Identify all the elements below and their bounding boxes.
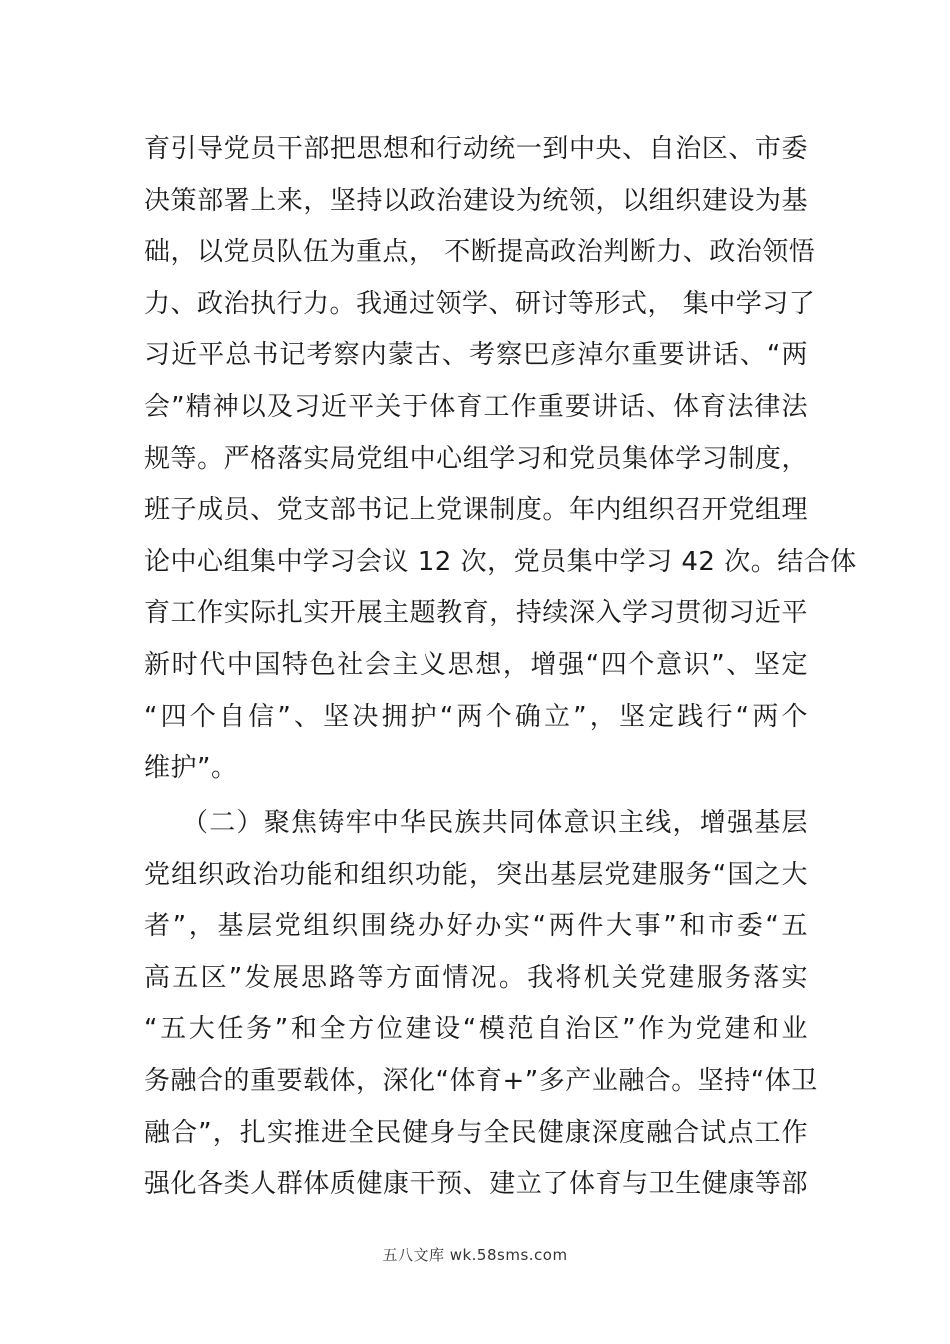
text-line: 强化各类人群体质健康干预、建立了体育与卫生健康等部	[144, 1169, 808, 1200]
text-line: 础，以党员队伍为重点， 不断提高政治判断力、政治领悟	[144, 237, 816, 268]
text-line: 力、政治执行力。我通过领学、研讨等形式， 集中学习了	[144, 288, 816, 319]
text-line: 务融合的重要载体，深化“体育+”多产业融合。坚持“体卫	[144, 1065, 818, 1096]
page-footer: 五八文库 wk.58sms.com	[382, 1246, 568, 1264]
text-line: 习近平总书记考察内蒙古、考察巴彦淖尔重要讲话、“两	[144, 340, 808, 371]
text-line: 规等。严格落实局党组中心组学习和党员集体学习制度，	[144, 443, 808, 474]
body-paragraph-1	[144, 124, 857, 795]
text-line: 维护”。	[144, 753, 238, 784]
text-line: 新时代中国特色社会主义思想，增强“四个意识”、坚定	[144, 649, 808, 680]
text-line: 育引导党员干部把思想和行动统一到中央、自治区、市委	[144, 134, 808, 164]
text-line: 班子成员、党支部书记上党课制度。年内组织召开党组理	[144, 495, 808, 526]
text-line: “四个自信”、坚决拥护“两个确立”，坚定践行“两个	[144, 701, 808, 732]
text-line: “五大任务”和全方位建设“模范自治区”作为党建和业	[144, 1014, 808, 1045]
text-line: 决策部署上来，坚持以政治建设为统领，以组织建设为基	[144, 185, 808, 216]
text-line: 育工作实际扎实开展主题教育，持续深入学习贯彻习近平	[144, 598, 808, 629]
text-line: 论中心组集中学习会议 12 次，党员集中学习 42 次。结合体	[144, 546, 857, 577]
text-line: 者”，基层党组织围绕办好办实“两件大事”和市委“五	[144, 911, 808, 942]
body-paragraph-2	[144, 798, 818, 1211]
text-line: 融合”，扎实推进全民健身与全民健康深度融合试点工作	[144, 1117, 808, 1148]
text-line: 党组织政治功能和组织功能，突出基层党建服务“国之大	[144, 859, 808, 890]
text-line: 高五区”发展思路等方面情况。我将机关党建服务落实	[144, 962, 808, 993]
text-line: （二）聚焦铸牢中华民族共同体意识主线，增强基层	[144, 808, 808, 838]
text-line: 会”精神以及习近平关于体育工作重要讲话、体育法律法	[144, 391, 808, 422]
